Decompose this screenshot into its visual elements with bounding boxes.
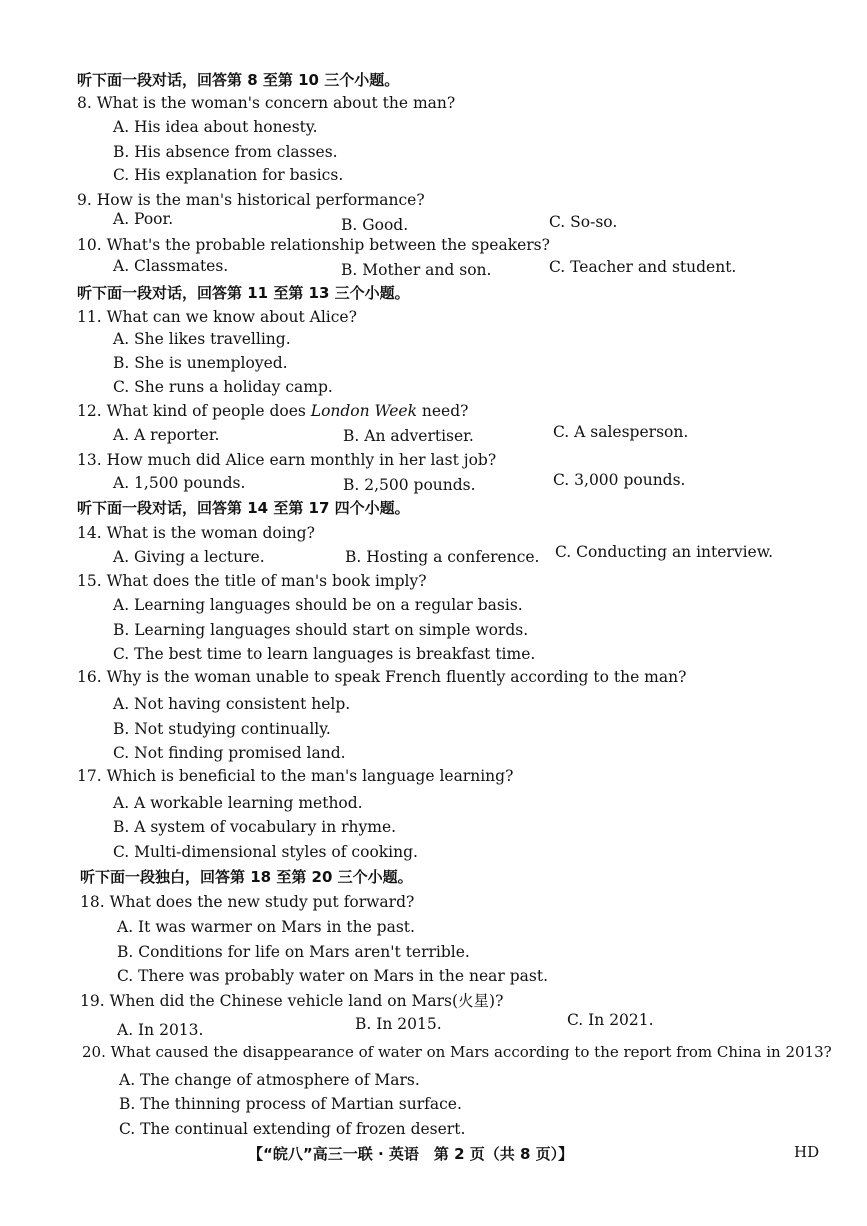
- question-19-option-c: C. In 2021.: [567, 1011, 654, 1029]
- question-20-option-b: B. The thinning process of Martian surface.: [119, 1095, 462, 1113]
- question-14-stem: 14. What is the woman doing?: [77, 524, 315, 542]
- question-8-option-b: B. His absence from classes.: [113, 143, 338, 161]
- question-13-option-a: A. 1,500 pounds.: [113, 474, 246, 492]
- question-10-stem: 10. What's the probable relationship between the speakers?: [77, 236, 550, 254]
- question-15-stem: 15. What does the title of man's book imply?: [77, 572, 427, 590]
- question-15-option-b: B. Learning languages should start on simple words.: [113, 621, 529, 639]
- question-13-option-b: B. 2,500 pounds.: [343, 476, 476, 494]
- question-16-option-a: A. Not having consistent help.: [113, 695, 351, 713]
- paper-code: HD: [794, 1143, 820, 1161]
- section-heading-14-17: 听下面一段对话，回答第 14 至第 17 四个小题。: [77, 499, 410, 517]
- question-11-stem: 11. What can we know about Alice?: [77, 308, 357, 326]
- question-12-option-c: C. A salesperson.: [553, 423, 689, 441]
- question-10-option-a: A. Classmates.: [113, 257, 229, 275]
- question-11-option-a: A. She likes travelling.: [113, 330, 291, 348]
- question-9-option-c: C. So-so.: [549, 213, 618, 231]
- question-14-option-c: C. Conducting an interview.: [555, 543, 774, 561]
- question-12-option-b: B. An advertiser.: [343, 427, 474, 445]
- question-13-option-c: C. 3,000 pounds.: [553, 471, 686, 489]
- question-16-option-b: B. Not studying continually.: [113, 720, 331, 738]
- page-footer: 【“皖八”高三一联 · 英语 第 2 页（共 8 页）】: [248, 1145, 574, 1163]
- question-9-stem: 9. How is the man's historical performance?: [77, 191, 425, 209]
- question-20-option-a: A. The change of atmosphere of Mars.: [119, 1071, 420, 1089]
- question-18-stem: 18. What does the new study put forward?: [80, 893, 415, 911]
- question-13-stem: 13. How much did Alice earn monthly in her last job?: [77, 451, 497, 469]
- question-19-option-a: A. In 2013.: [117, 1021, 204, 1039]
- question-10-option-c: C. Teacher and student.: [549, 258, 737, 276]
- question-10-option-b: B. Mother and son.: [341, 261, 492, 279]
- question-18-option-a: A. It was warmer on Mars in the past.: [117, 918, 415, 936]
- section-heading-18-20: 听下面一段独白，回答第 18 至第 20 三个小题。: [80, 868, 413, 886]
- question-18-option-b: B. Conditions for life on Mars aren't terrible.: [117, 943, 470, 961]
- question-19-option-b: B. In 2015.: [355, 1015, 442, 1033]
- question-17-option-c: C. Multi-dimensional styles of cooking.: [113, 843, 418, 861]
- question-12-stem: 12. What kind of people does London Week need?: [77, 402, 469, 420]
- publication-title: London Week: [310, 402, 417, 420]
- question-8-stem: 8. What is the woman's concern about the man?: [77, 94, 456, 112]
- question-17-option-b: B. A system of vocabulary in rhyme.: [113, 818, 397, 836]
- question-11-option-c: C. She runs a holiday camp.: [113, 378, 333, 396]
- question-14-option-b: B. Hosting a conference.: [345, 548, 540, 566]
- question-9-option-b: B. Good.: [341, 216, 409, 234]
- question-16-option-c: C. Not finding promised land.: [113, 744, 346, 762]
- question-12-option-a: A. A reporter.: [113, 426, 220, 444]
- section-heading-8-10: 听下面一段对话，回答第 8 至第 10 三个小题。: [77, 71, 400, 89]
- question-8-option-c: C. His explanation for basics.: [113, 166, 344, 184]
- question-14-option-a: A. Giving a lecture.: [113, 548, 265, 566]
- section-heading-11-13: 听下面一段对话，回答第 11 至第 13 三个小题。: [77, 284, 410, 302]
- question-16-stem: 16. Why is the woman unable to speak French fluently according to the man?: [77, 668, 687, 686]
- question-15-option-a: A. Learning languages should be on a regular basis.: [113, 596, 523, 614]
- question-18-option-c: C. There was probably water on Mars in the near past.: [117, 967, 549, 985]
- question-17-option-a: A. A workable learning method.: [113, 794, 363, 812]
- question-19-stem: 19. When did the Chinese vehicle land on Mars(火星)?: [80, 992, 504, 1010]
- question-20-option-c: C. The continual extending of frozen desert.: [119, 1120, 466, 1138]
- question-9-option-a: A. Poor.: [113, 210, 174, 228]
- question-8-option-a: A. His idea about honesty.: [113, 118, 318, 136]
- question-11-option-b: B. She is unemployed.: [113, 354, 288, 372]
- question-20-stem: 20. What caused the disappearance of water on Mars according to the report from China in 2013?: [82, 1043, 832, 1061]
- question-15-option-c: C. The best time to learn languages is breakfast time.: [113, 645, 536, 663]
- question-17-stem: 17. Which is beneficial to the man's language learning?: [77, 767, 514, 785]
